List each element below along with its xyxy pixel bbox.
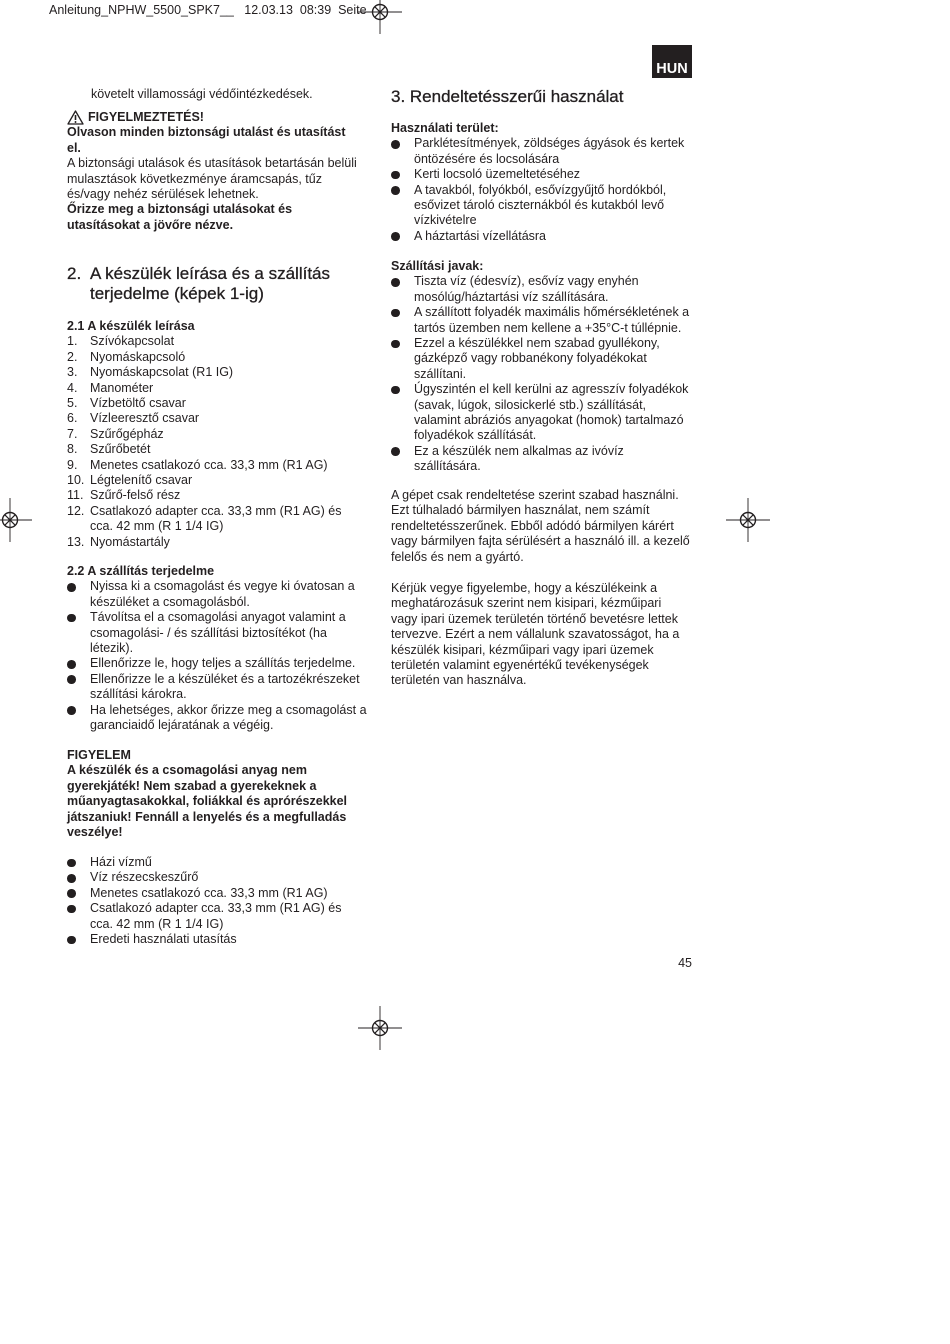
list-item-number: 6. [67, 411, 78, 426]
warning-triangle-icon [67, 110, 84, 125]
bullet-icon [391, 386, 400, 395]
language-tab [652, 45, 692, 78]
bullet-item [67, 672, 367, 703]
list-item [67, 381, 342, 396]
intended-use-paragraph: A gépet csak rendeltetése szerint szabad használni. Ezt túlhaladó bármilyen használat, nem számít rendeltetésszerűnek. Ebből adódó bármilyen kárért vagy bármilyen fajta sérülésért a használó ill. a kezelő felelős és nem a gyártó. [391, 488, 690, 564]
bullet-text: Távolítsa el a csomagolási anyagot valamint a csomagolási- / és szállítási biztosítékot (ha létezik). [90, 610, 346, 656]
registration-mark-icon [0, 497, 33, 543]
list-item-text: Légtelenítő csavar [90, 473, 193, 488]
conveyed-liquids-title: Szállítási javak: [391, 259, 484, 273]
list-item-number: 4. [67, 380, 78, 395]
list-item-text: Menetes csatlakozó cca. 33,3 mm (R1 AG) [90, 457, 328, 472]
list-item-number: 2. [67, 349, 78, 364]
bullet-item [391, 444, 689, 475]
bullet-icon [391, 278, 400, 287]
bullet-icon [391, 171, 400, 180]
bullet-text: Csatlakozó adapter cca. 33,3 mm (R1 AG) és cca. 42 mm (R 1 1/4 IG) [90, 901, 342, 931]
warning-consequences: A biztonsági utalások és utasítások betartásán belüli mulasztások következménye áramcsapás, tűz és/vagy nehéz sérülések lehetnek. [67, 156, 357, 202]
bullet-item [67, 886, 342, 901]
bullet-item [67, 579, 367, 610]
conveyed-liquids [391, 259, 689, 475]
bullet-icon [391, 232, 400, 241]
bullet-text: Ellenőrizze le a készüléket és a tartozékrészeket szállítási károkra. [90, 671, 360, 702]
list-item-text: Manométer [90, 380, 154, 395]
bullet-item [67, 610, 367, 656]
list-item [67, 473, 342, 488]
list-item-text: Nyomáskapcsolat (R1 IG) [90, 365, 234, 380]
continuation-text: követelt villamossági védőintézkedések. [91, 87, 313, 101]
bullet-item [67, 901, 342, 932]
bullet-text: Úgyszintén el kell kerülni az agresszív folyadékok (savak, lúgok, silosickerlé stb.) szállítását, valamint abráziós anyagokat (homok) tartalmazó folyadékok szállítását. [414, 382, 689, 443]
list-item-number: 9. [67, 457, 78, 472]
section-3-heading: 3. Rendeltetésszerűi használat [391, 87, 624, 106]
use-area-title: Használati terület: [391, 121, 499, 135]
list-item-text: Szűrőgépház [90, 426, 164, 441]
bullet-icon [67, 905, 76, 914]
bullet-item [67, 870, 342, 885]
commercial-use-paragraph: Kérjük vegye figyelembe, hogy a készülékeink a meghatározásuk szerint nem kisipari, kézműipari vagy ipari üzemek területén történő bevetésre lettek tervezve. Ezért a nem vállalunk szavatosságot, ha a készülék kisipari, kézműipari vagy ipari üzemek területén valamint egyenértékű tevékenységek területén van használva. [391, 581, 680, 688]
bullet-icon [67, 675, 76, 684]
bullet-icon [391, 186, 400, 195]
bullet-text: Eredeti használati utasítás [90, 932, 237, 947]
list-item-number: 11. [67, 488, 84, 503]
bullet-text: Ezzel a készülékkel nem szabad gyullékony, gázképző vagy robbanékony folyadékokat szállítani. [414, 336, 660, 381]
bullet-text: Ez a készülék nem alkalmas az ivóvíz szállítására. [414, 443, 624, 474]
warning-read-instructions: Olvason minden biztonsági utalást és utasítást el. [67, 125, 346, 155]
subsection-2-1-title: 2.1 A készülék leírása [67, 319, 195, 333]
list-item-number: 13. [67, 534, 85, 549]
section-2-number: 2. [67, 264, 82, 283]
list-item-text: Szívókapcsolat [90, 334, 175, 349]
bullet-text: Ellenőrizze le, hogy teljes a szállítás terjedelme. [90, 656, 356, 671]
list-item-number: 8. [67, 442, 78, 457]
list-item [67, 442, 342, 457]
list-item [67, 427, 342, 442]
supplied-items-list [67, 855, 342, 947]
warning-keep-instructions: Őrizze meg a biztonsági utalásokat és utasításokat a jövőre nézve. [67, 202, 293, 232]
list-item-text: Vízleeresztő csavar [90, 411, 200, 426]
list-item-number: 5. [67, 396, 78, 411]
list-item-number: 12. [67, 503, 85, 518]
list-item-text: Vízbetöltő csavar [90, 396, 186, 411]
bullet-text: Parklétesítmények, zöldséges ágyások és kertek öntözésére és locsolására [414, 136, 685, 166]
list-item-text: Nyomáskapcsoló [90, 349, 186, 364]
use-area [391, 121, 684, 244]
bullet-icon [67, 614, 76, 623]
safety-warning-block [67, 110, 357, 233]
list-item-number: 3. [67, 365, 78, 380]
list-item [67, 535, 342, 550]
bullet-text: A háztartási vízellátásra [414, 228, 547, 243]
bullet-item [67, 656, 367, 671]
registration-mark-icon [725, 497, 771, 543]
bullet-item [391, 136, 684, 167]
bullet-icon [391, 309, 400, 318]
caution-title: FIGYELEM [67, 748, 131, 762]
bullet-text: Kerti locsoló üzemeltetéséhez [414, 167, 581, 182]
bullet-icon [67, 706, 76, 715]
list-item [67, 334, 342, 349]
list-item [67, 488, 342, 503]
section-2-heading [67, 264, 330, 304]
bullet-text: A tavakból, folyókból, esővízgyűjtő hordókból, esővizet tároló ciszternákból és kutakból levő vízkivételre [414, 182, 667, 228]
caution-block [67, 748, 347, 840]
bullet-text: Víz részecskeszűrő [90, 870, 199, 885]
list-item-number: 7. [67, 426, 78, 441]
list-item [67, 396, 342, 411]
bullet-item [67, 855, 342, 870]
list-item [67, 411, 342, 426]
list-item-number: 10. [67, 473, 85, 488]
bullet-text: Menetes csatlakozó cca. 33,3 mm (R1 AG) [90, 885, 328, 900]
caution-text: A készülék és a csomagolási anyag nem gyerekjáték! Nem szabad a gyerekeknek a műanyagtasakokkal, foliákkal és aprórészekkel játszaniuk! Fennáll a lenyelés és a megfulladás veszélye! [67, 763, 348, 840]
registration-mark-icon [357, 0, 403, 35]
list-item [67, 504, 342, 535]
bullet-item [391, 167, 684, 182]
list-item [67, 365, 342, 380]
bullet-item [391, 229, 684, 244]
bullet-icon [67, 583, 76, 592]
bullet-item [391, 305, 689, 336]
warning-title: FIGYELMEZTETÉS! [88, 110, 204, 124]
subsection-2-2-title: 2.2 A szállítás terjedelme [67, 564, 215, 578]
list-item-text: Nyomástartály [90, 534, 170, 549]
list-item [67, 458, 342, 473]
warning-heading [67, 110, 357, 125]
bullet-text: Nyissa ki a csomagolást és vegye ki óvatosan a készüléket a csomagolásból. [90, 579, 355, 609]
print-header: Anleitung_NPHW_5500_SPK7__ 12.03.13 08:39 Seite [49, 3, 367, 17]
delivery-scope [67, 564, 367, 733]
bullet-item [391, 274, 689, 305]
bullet-icon [391, 447, 400, 456]
bullet-item [391, 382, 689, 444]
bullet-text: Tiszta víz (édesvíz), esővíz vagy enyhén mosólúg/háztartási víz szállítására. [414, 274, 639, 304]
bullet-text: Házi vízmű [90, 855, 152, 869]
bullet-icon [67, 874, 76, 883]
list-item-text: Szűrőbetét [90, 442, 151, 457]
bullet-item [391, 183, 684, 229]
section-2-title: A készülék leírása és a szállítás terjedelme (képek 1-ig) [90, 264, 331, 303]
bullet-item [391, 336, 689, 382]
language-tab-label: HUN [656, 61, 688, 77]
bullet-icon [67, 936, 76, 945]
device-description [67, 319, 342, 550]
bullet-item [67, 703, 367, 734]
list-item [67, 350, 342, 365]
list-item-text: Csatlakozó adapter cca. 33,3 mm (R1 AG) és cca. 42 mm (R 1 1/4 IG) [90, 503, 342, 534]
list-item-text: Szűrő-felső rész [90, 488, 181, 503]
bullet-text: A szállított folyadék maximális hőmérsékletének a tartós üzemben nem kellene a +35°C-t túllépnie. [414, 305, 690, 335]
bullet-icon [67, 889, 76, 898]
page-number: 45 [678, 956, 692, 970]
bullet-icon [391, 140, 400, 149]
bullet-icon [67, 859, 76, 868]
bullet-icon [391, 340, 400, 349]
registration-mark-icon [357, 1005, 403, 1051]
bullet-text: Ha lehetséges, akkor őrizze meg a csomagolást a garanciaidő lejáratának a végéig. [90, 702, 367, 733]
list-item-number: 1. [67, 334, 78, 349]
bullet-item [67, 932, 342, 947]
bullet-icon [67, 660, 76, 669]
